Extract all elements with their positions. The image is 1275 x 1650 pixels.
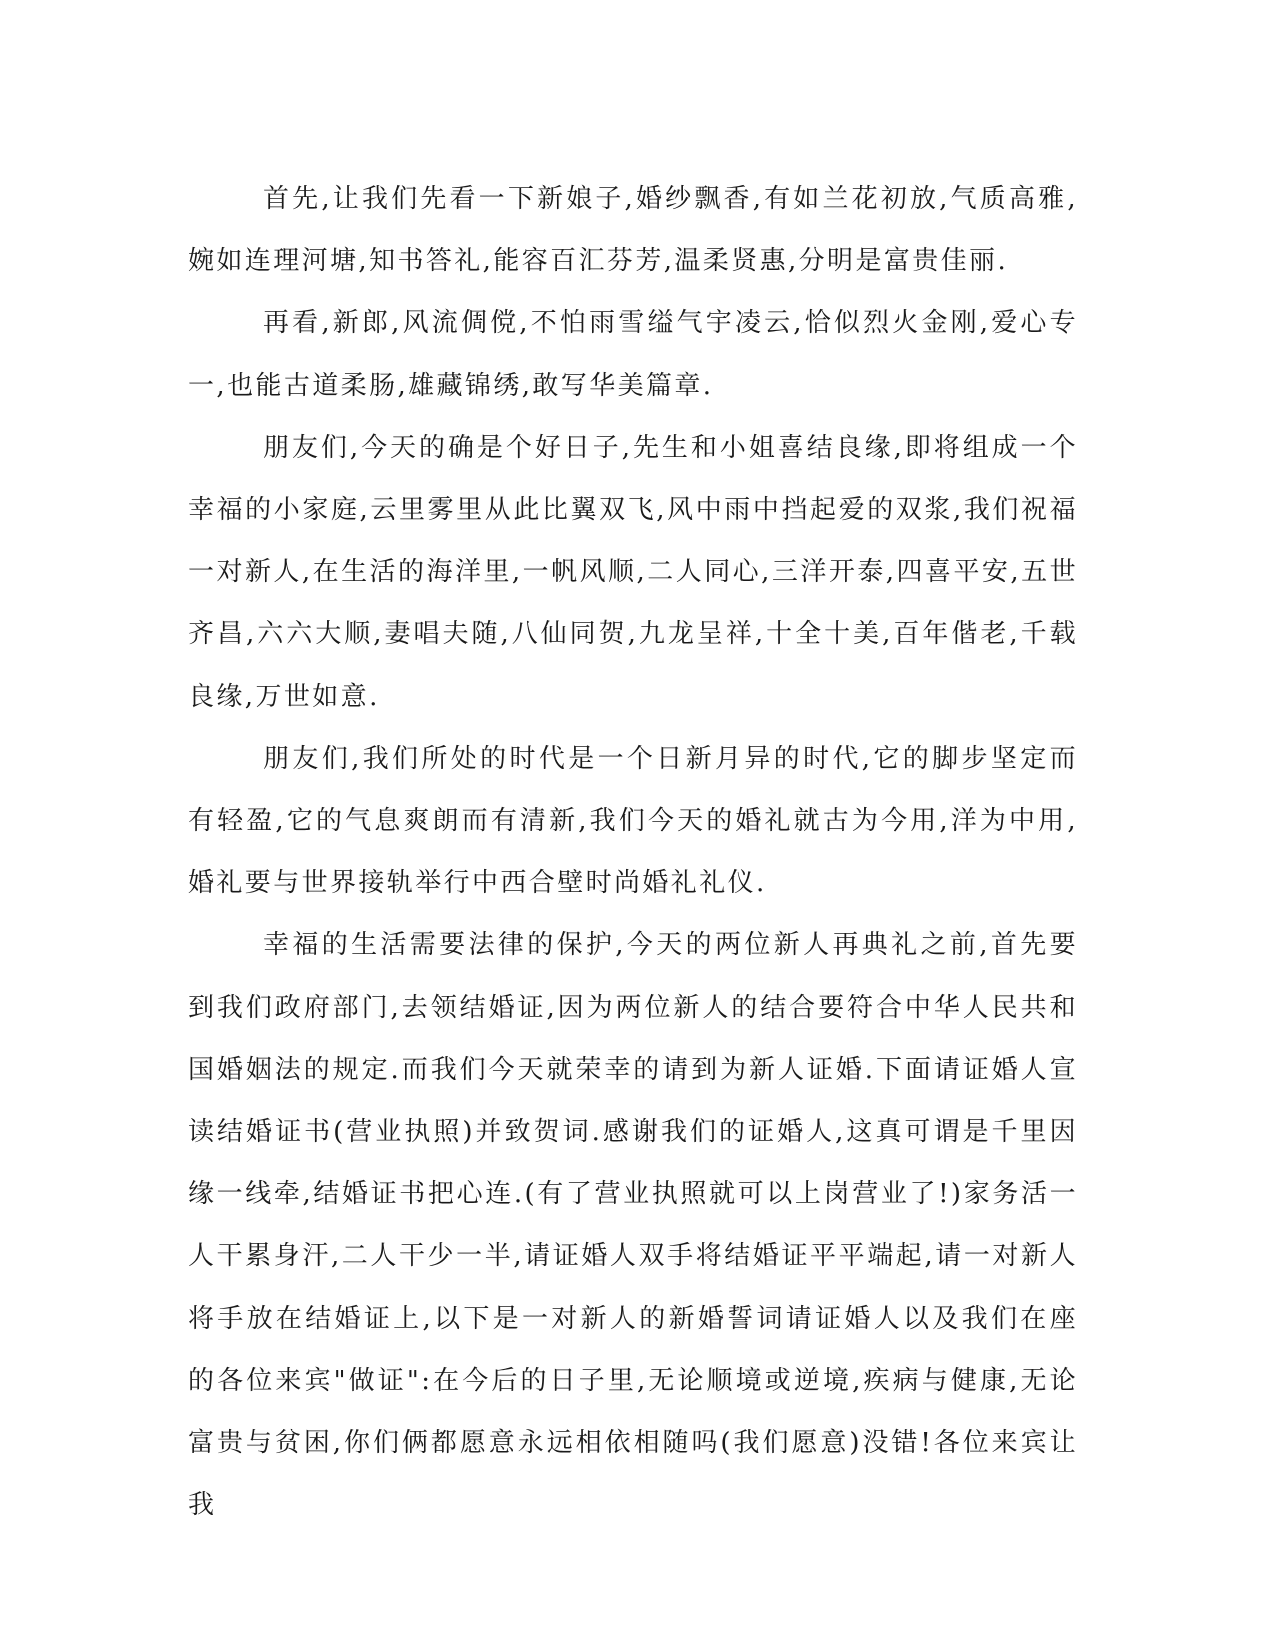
document-body <box>188 168 1078 1536</box>
paragraph-certificate: 幸福的生活需要法律的保护,今天的两位新人再典礼之前,首先要到我们政府部门,去领结婚证,因为两位新人的结合要符合中华人民共和国婚姻法的规定.而我们今天就荣幸的请到为新人证婚.下面请证婚人宣读结婚证书(营业执照)并致贺词.感谢我们的证婚人,这真可谓是千里因缘一线牵,结婚证书把心连.(有了营业执照就可以上岗营业了!)家务活一人干累身汗,二人干少一半,请证婚人双手将结婚证平平端起,请一对新人将手放在结婚证上,以下是一对新人的新婚誓词请证婚人以及我们在座的各位来宾"做证":在今后的日子里,无论顺境或逆境,疾病与健康,无论富贵与贫困,你们俩都愿意永远相依相随吗(我们愿意)没错!各位来宾让我 <box>188 930 1078 1521</box>
paragraph-bride: 首先,让我们先看一下新娘子,婚纱飘香,有如兰花初放,气质高雅,婉如连理河塘,知书答礼,能容百汇芬芳,温柔贤惠,分明是富贵佳丽. <box>188 184 1078 277</box>
paragraph-era: 朋友们,我们所处的时代是一个日新月异的时代,它的脚步坚定而有轻盈,它的气息爽朗而有清新,我们今天的婚礼就古为今用,洋为中用,婚礼要与世界接轨举行中西合壁时尚婚礼礼仪. <box>188 743 1078 899</box>
paragraph-groom: 再看,新郎,风流倜傥,不怕雨雪缢气宇凌云,恰似烈火金刚,爱心专一,也能古道柔肠,雄藏锦绣,敢写华美篇章. <box>188 308 1078 401</box>
paragraph-blessing: 朋友们,今天的确是个好日子,先生和小姐喜结良缘,即将组成一个幸福的小家庭,云里雾里从此比翼双飞,风中雨中挡起爱的双浆,我们祝福一对新人,在生活的海洋里,一帆风顺,二人同心,三洋开泰,四喜平安,五世齐昌,六六大顺,妻唱夫随,八仙同贺,九龙呈祥,十全十美,百年偕老,千载良缘,万世如意. <box>188 432 1078 712</box>
